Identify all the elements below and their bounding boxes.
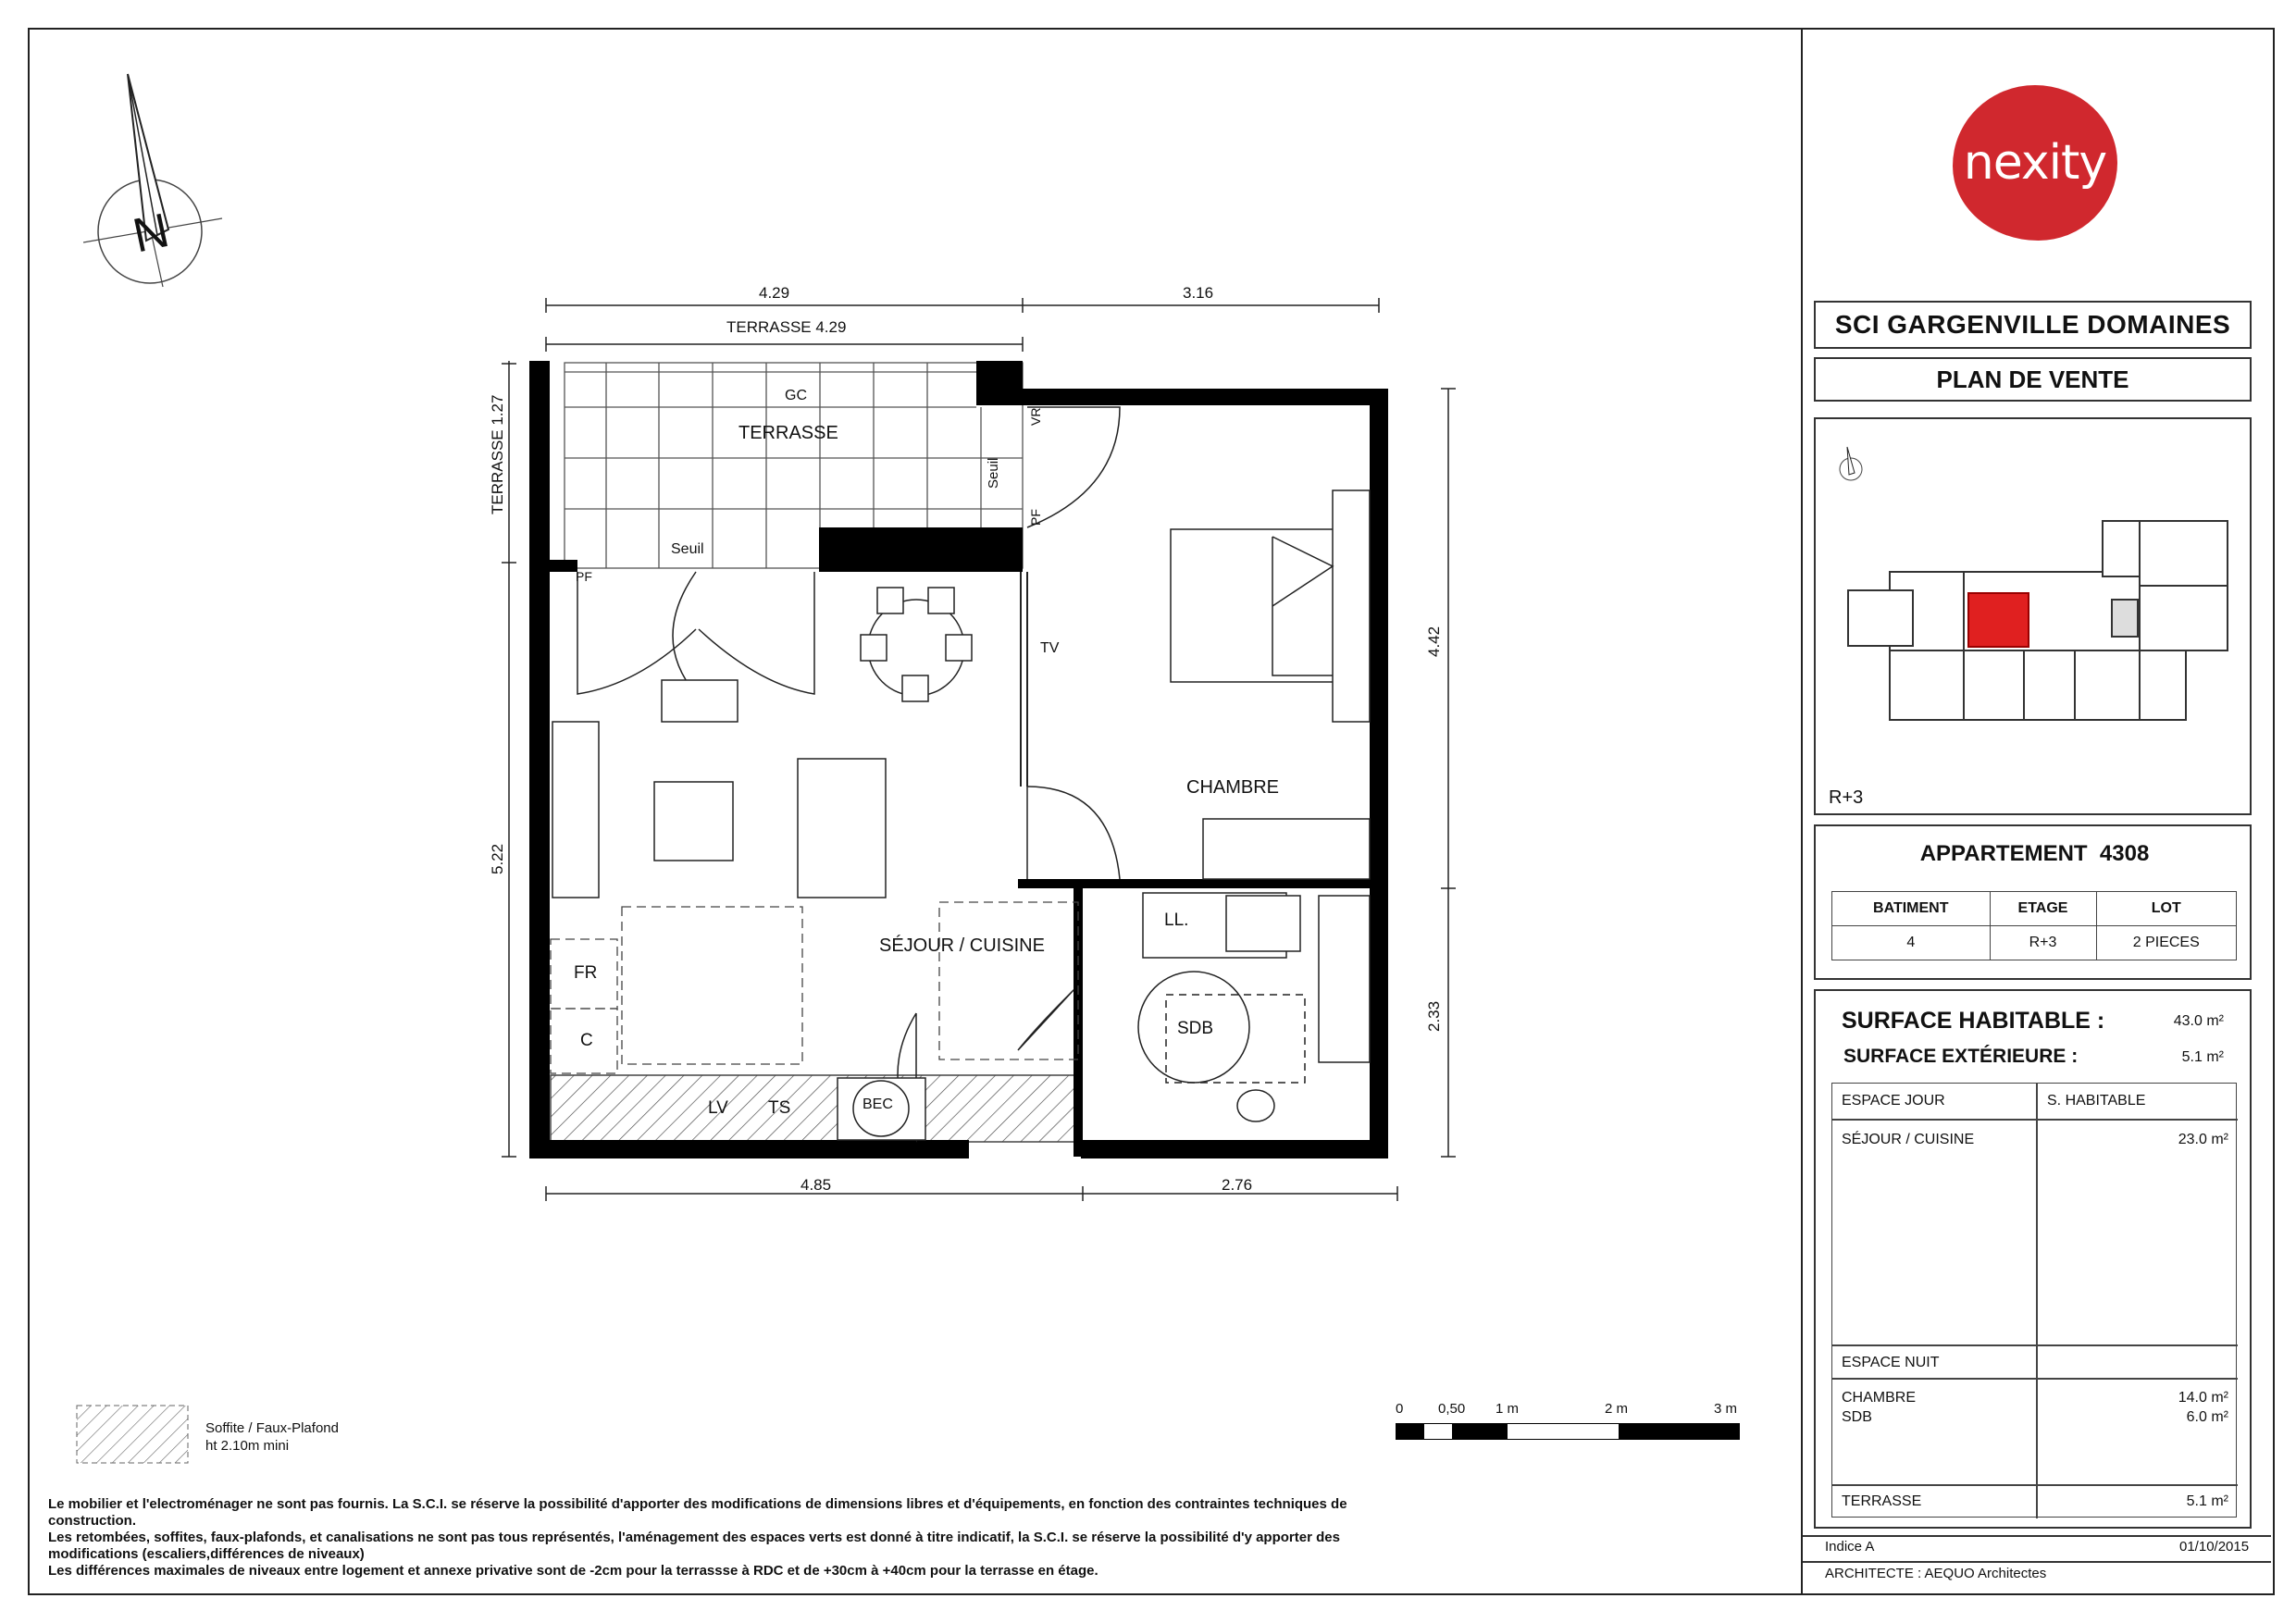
- dim-top-left: 4.29: [759, 284, 790, 302]
- dim-top-right: 3.16: [1183, 284, 1214, 302]
- footer-indice: Indice A: [1825, 1539, 1875, 1555]
- scale-label-3m: 3 m: [1714, 1401, 1738, 1417]
- row-sdb-name: SDB: [1842, 1409, 1872, 1425]
- value-batiment: 4: [1832, 926, 1991, 960]
- row-terrasse-value: 5.1 m²: [2186, 1493, 2228, 1509]
- value-lot: 2 PIECES: [2096, 926, 2237, 960]
- scale-label-0: 0: [1396, 1401, 1404, 1417]
- company-name: SCI GARGENVILLE DOMAINES: [1814, 301, 2252, 349]
- room-gc: GC: [785, 388, 807, 403]
- apartment-title: APPARTEMENT 4308: [1919, 841, 2150, 866]
- value-etage: R+3: [1990, 926, 2096, 960]
- row-chambre-name: CHAMBRE: [1842, 1390, 1917, 1406]
- espace-nuit-label: ESPACE NUIT: [1842, 1355, 1940, 1370]
- scale-label-2m: 2 m: [1605, 1401, 1629, 1417]
- row-sdb-value: 6.0 m²: [2186, 1409, 2228, 1425]
- nexity-logo-text: nexity: [1963, 135, 2107, 191]
- legend-hatch-icon: [76, 1405, 189, 1464]
- scale-label-050: 0,50: [1438, 1401, 1466, 1417]
- dim-right-upper: 4.42: [1425, 626, 1443, 657]
- room-vr: VR: [1028, 407, 1043, 426]
- room-seuil-side: Seuil: [986, 457, 1001, 489]
- apartment-table: [1831, 891, 2237, 960]
- col-espace-jour: ESPACE JOUR: [1842, 1093, 1945, 1109]
- room-terrasse: TERRASSE: [738, 423, 838, 443]
- keyplan-apartment-highlight: [1968, 593, 2029, 647]
- compass-letter: N: [128, 203, 174, 264]
- room-fr: FR: [574, 963, 598, 983]
- room-lv: LV: [708, 1098, 728, 1118]
- dim-terrace-width: TERRASSE 4.29: [726, 318, 847, 336]
- note-line-1: Le mobilier et l'electroménager ne sont pas fournis. La S.C.I. se réserve la possibilité d'apporter des modifications de dimensions libres et d'équipements, en fonction des contraintes techniques de: [48, 1496, 1347, 1512]
- north-compass-icon: [83, 65, 231, 315]
- apartment-info: [1814, 824, 2252, 980]
- surfaces-panel: [1814, 989, 2252, 1529]
- room-chambre: CHAMBRE: [1186, 777, 1280, 798]
- nexity-logo: [1953, 85, 2117, 241]
- document-type: PLAN DE VENTE: [1814, 357, 2252, 402]
- surface-exterieure-label: SURFACE EXTÉRIEURE :: [1843, 1046, 2079, 1067]
- room-c: C: [580, 1031, 593, 1050]
- note-line-3: Les retombées, soffites, faux-plafonds, et canalisations ne sont pas tous représentés, l'aménagement des espaces verts est donné à titre indicatif, la S.C.I. se réserve la possibilité d'y apporter des: [48, 1530, 1340, 1545]
- surface-habitable-value: 43.0 m²: [2173, 1013, 2224, 1029]
- note-line-5: Les différences maximales de niveaux entre logement et annexe privative sont de -2cm pour la terrassse à RDC et de +30cm à +40cm pour la terrasse en étage.: [48, 1563, 1098, 1579]
- row-sejour-value: 23.0 m²: [2178, 1132, 2228, 1147]
- scale-label-1m: 1 m: [1496, 1401, 1520, 1417]
- surface-habitable-label: SURFACE HABITABLE :: [1842, 1008, 2105, 1034]
- note-line-2: construction.: [48, 1513, 137, 1529]
- room-sejour: SÉJOUR / CUISINE: [879, 935, 1045, 956]
- keyplan-building: [1843, 512, 2232, 725]
- room-seuil-top: Seuil: [671, 541, 704, 557]
- room-ts: TS: [768, 1098, 791, 1118]
- dim-bottom-left: 4.85: [800, 1176, 832, 1194]
- dim-left-height: 5.22: [489, 843, 506, 874]
- col-etage: ETAGE: [1990, 892, 2096, 926]
- room-bec: BEC: [863, 1096, 893, 1112]
- key-plan: [1814, 417, 2252, 815]
- legend-line2: ht 2.10m mini: [205, 1438, 290, 1454]
- room-ll: LL.: [1164, 911, 1189, 930]
- col-batiment: BATIMENT: [1832, 892, 1991, 926]
- cartouche-separator: [1801, 28, 1803, 1593]
- room-pf-right: PF: [1028, 509, 1043, 526]
- legend-line1: Soffite / Faux-Plafond: [205, 1420, 339, 1436]
- room-sdb: SDB: [1177, 1019, 1214, 1038]
- footer-architecte: ARCHITECTE : AEQUO Architectes: [1825, 1566, 2047, 1581]
- surface-exterieure-value: 5.1 m²: [2181, 1049, 2224, 1065]
- row-terrasse-name: TERRASSE: [1842, 1493, 1922, 1509]
- room-pf-left: PF: [576, 569, 592, 584]
- note-line-4: modifications (escaliers,différences de niveaux): [48, 1546, 365, 1562]
- scale-bar: [1396, 1401, 1740, 1445]
- surfaces-table: [1831, 1083, 2237, 1518]
- footer-date: 01/10/2015: [2179, 1539, 2250, 1555]
- dim-bottom-right: 2.76: [1222, 1176, 1253, 1194]
- keyplan-level: R+3: [1829, 787, 1864, 808]
- floor-plan: [463, 278, 1481, 1221]
- room-tv: TV: [1040, 640, 1060, 656]
- row-chambre-value: 14.0 m²: [2178, 1390, 2228, 1406]
- keyplan-compass-icon: [1832, 445, 1869, 486]
- dim-terrace-depth: TERRASSE 1.27: [489, 394, 506, 514]
- col-lot: LOT: [2096, 892, 2237, 926]
- dim-right-lower: 2.33: [1425, 1000, 1443, 1032]
- row-sejour-name: SÉJOUR / CUISINE: [1842, 1132, 1975, 1147]
- col-s-habitable: S. HABITABLE: [2047, 1093, 2146, 1109]
